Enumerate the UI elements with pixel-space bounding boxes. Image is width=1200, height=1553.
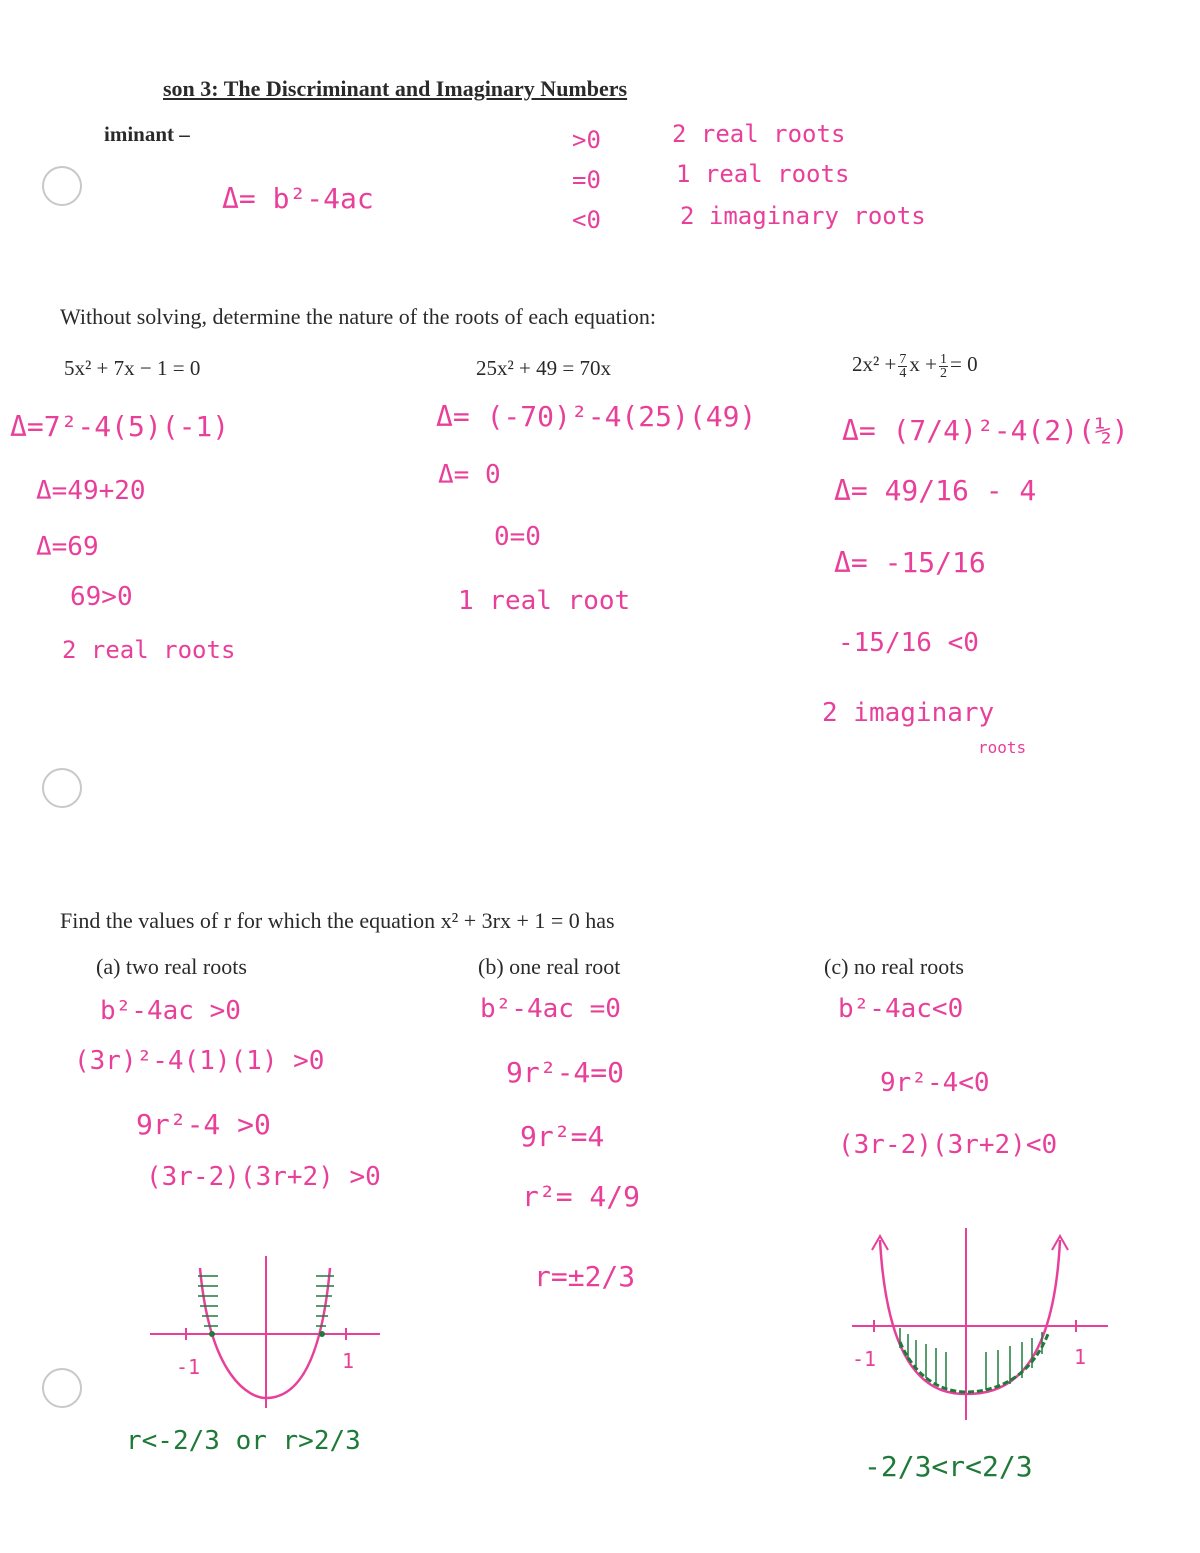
c-step1: b²-4ac<0 [838, 994, 964, 1024]
case-condition-positive: >0 [572, 126, 601, 154]
graph-c-shading [900, 1328, 1042, 1390]
work3-step3: Δ= -15/16 [834, 546, 986, 579]
work2-step2: Δ= 0 [438, 460, 501, 490]
case-condition-zero: =0 [572, 166, 601, 194]
work3-step1: Δ= (7/4)²-4(2)(½) [842, 414, 1129, 447]
c-answer: -2/3<r<2/3 [864, 1450, 1033, 1483]
a-step4: (3r-2)(3r+2) >0 [146, 1162, 381, 1192]
binder-hole-middle [42, 768, 82, 808]
work1-conclusion: 2 real roots [62, 636, 236, 664]
work1-step4: 69>0 [70, 582, 133, 612]
a-step1: b²-4ac >0 [100, 996, 241, 1026]
fraction-one-half: $\frac{1}{2}$ [939, 351, 947, 381]
part2-c-label: (c) no real roots [824, 954, 964, 979]
page-title: son 3: The Discriminant and Imaginary Numbers [163, 76, 628, 101]
binder-hole-top [42, 166, 82, 206]
work2-conclusion: 1 real root [458, 586, 631, 616]
a-step3: 9r²-4 >0 [136, 1108, 271, 1141]
work1-step2: Δ=49+20 [36, 476, 146, 506]
work3-step4: -15/16 <0 [838, 628, 979, 658]
b-step3: 9r²=4 [520, 1120, 605, 1153]
c-step3: (3r-2)(3r+2)<0 [838, 1130, 1058, 1160]
work1-step3: Δ=69 [36, 532, 99, 562]
b-step1: b²-4ac =0 [480, 994, 621, 1024]
part2-b-label: (b) one real root [478, 954, 621, 979]
b-step2: 9r²-4=0 [506, 1056, 625, 1089]
equation-3-tail: = 0 [949, 352, 978, 376]
case-result-zero: 1 real roots [676, 160, 850, 188]
graph-a-tick-left: -1 [176, 1355, 201, 1379]
graph-c-parabola [848, 1224, 1118, 1424]
binder-hole-bottom [42, 1368, 82, 1408]
part2-a-label: (a) two real roots [96, 954, 247, 979]
case-result-negative: 2 imaginary roots [680, 202, 926, 230]
case-result-positive: 2 real roots [672, 120, 846, 148]
equation-3 [852, 352, 978, 380]
a-answer: r<-2/3 or r>2/3 [126, 1426, 361, 1456]
case-condition-negative: <0 [572, 206, 601, 234]
equation-3-lead: 2x² + [852, 352, 897, 376]
equation-3-mid: x + [909, 352, 937, 376]
work2-step3: 0=0 [494, 522, 541, 552]
b-answer: r=±2/3 [534, 1260, 636, 1293]
work1-step1: Δ=7²-4(5)(-1) [10, 410, 230, 443]
graph-c-tick-left: -1 [852, 1347, 877, 1371]
equation-1: 5x² + 7x − 1 = 0 [64, 356, 201, 380]
equation-2: 25x² + 49 = 70x [476, 356, 611, 380]
graph-c-curve [880, 1240, 1060, 1394]
graph-a-tick-right: 1 [342, 1349, 355, 1373]
a-step2: (3r)²-4(1)(1) >0 [74, 1046, 325, 1076]
discriminant-formula: Δ= b²-4ac [222, 182, 374, 215]
work2-step1: Δ= (-70)²-4(25)(49) [436, 400, 757, 433]
b-step4: r²= 4/9 [522, 1180, 641, 1213]
work3-conclusion: 2 imaginary [822, 698, 995, 728]
part1-instruction: Without solving, determine the nature of the roots of each equation: [60, 304, 656, 329]
c-step2: 9r²-4<0 [880, 1068, 990, 1098]
graph-c-tick-right: 1 [1074, 1345, 1087, 1369]
work3-conclusion-roots: roots [978, 738, 1027, 757]
graph-a-parabola [140, 1248, 390, 1418]
fraction-seven-fourths: $\frac{7}{4}$ [899, 351, 907, 381]
part2-instruction: Find the values of r for which the equation x² + 3rx + 1 = 0 has [60, 908, 615, 933]
section-label: iminant – [104, 122, 190, 146]
work3-step2: Δ= 49/16 - 4 [834, 474, 1037, 507]
